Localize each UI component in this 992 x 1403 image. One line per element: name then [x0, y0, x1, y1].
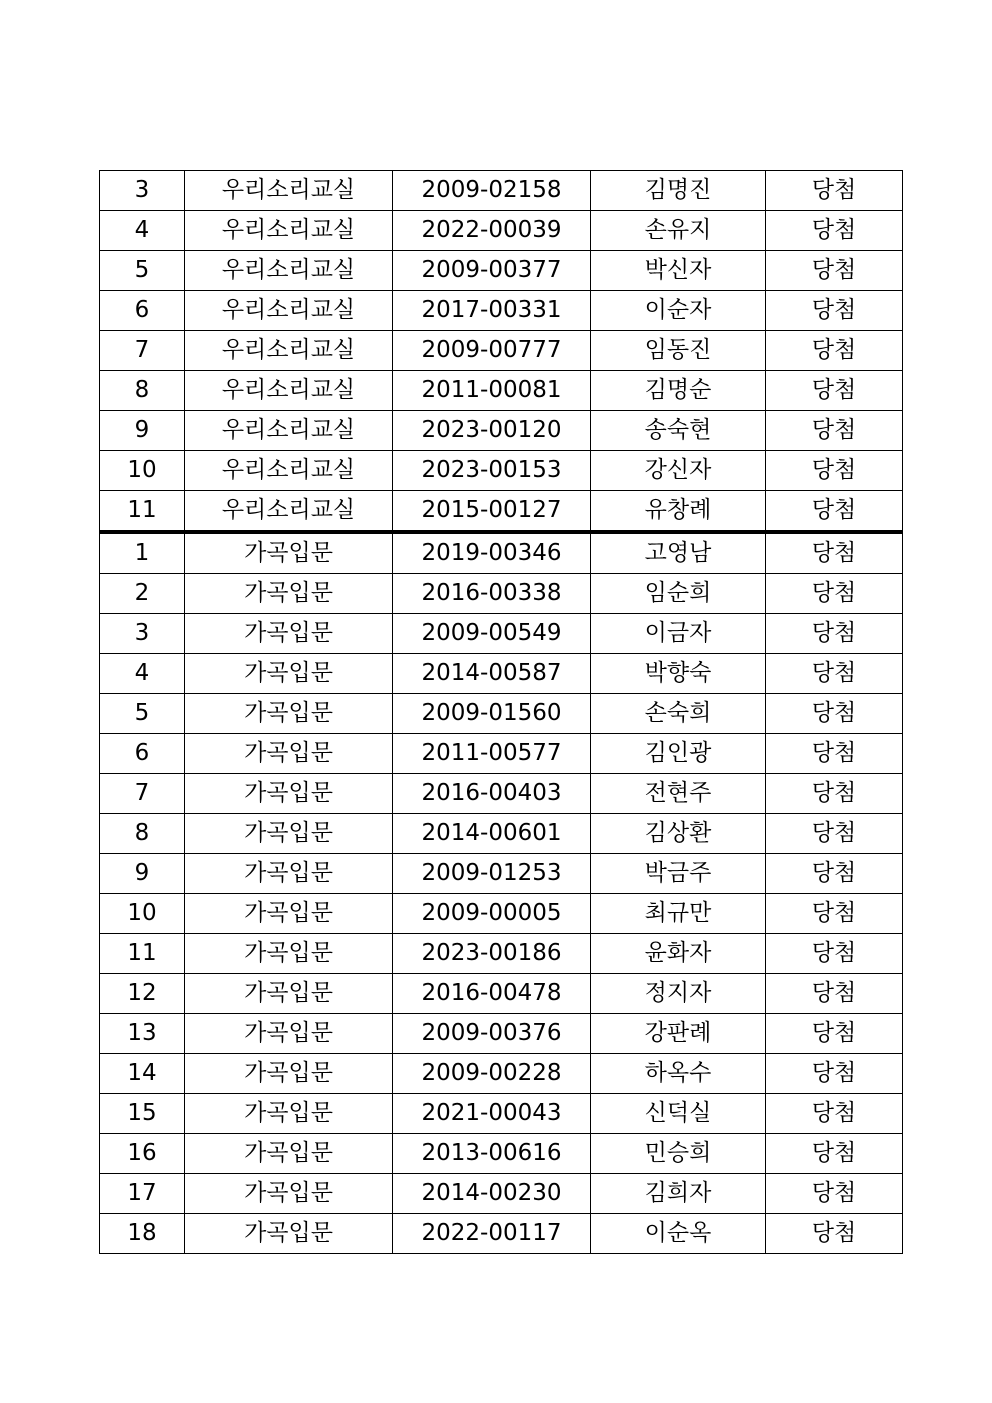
- table-row: [100, 491, 903, 533]
- class-name: 가곡입문: [185, 1134, 393, 1174]
- class-name: 가곡입문: [185, 574, 393, 614]
- table-row: [100, 694, 903, 734]
- member-id: 2014-00587: [393, 654, 591, 694]
- result-status: 당첨: [766, 734, 903, 774]
- class-name: 가곡입문: [185, 1094, 393, 1134]
- result-status: 당첨: [766, 451, 903, 491]
- member-name: 이금자: [591, 614, 766, 654]
- table-row: [100, 774, 903, 814]
- member-id: 2009-01560: [393, 694, 591, 734]
- result-status: 당첨: [766, 654, 903, 694]
- member-id: 2019-00346: [393, 532, 591, 574]
- result-status: 당첨: [766, 251, 903, 291]
- class-name: 가곡입문: [185, 814, 393, 854]
- member-name: 이순자: [591, 291, 766, 331]
- row-number: 8: [100, 814, 185, 854]
- row-number: 3: [100, 614, 185, 654]
- member-id: 2022-00117: [393, 1214, 591, 1254]
- class-name: 가곡입문: [185, 894, 393, 934]
- class-name: 가곡입문: [185, 774, 393, 814]
- class-name: 가곡입문: [185, 854, 393, 894]
- row-number: 3: [100, 171, 185, 211]
- member-id: 2014-00230: [393, 1174, 591, 1214]
- row-number: 17: [100, 1174, 185, 1214]
- member-id: 2017-00331: [393, 291, 591, 331]
- row-number: 5: [100, 251, 185, 291]
- class-name: 가곡입문: [185, 654, 393, 694]
- table-row: [100, 171, 903, 211]
- table-row: [100, 1214, 903, 1254]
- member-id: 2015-00127: [393, 491, 591, 533]
- table-row: [100, 411, 903, 451]
- member-name: 전현주: [591, 774, 766, 814]
- result-status: 당첨: [766, 1174, 903, 1214]
- member-id: 2016-00403: [393, 774, 591, 814]
- row-number: 15: [100, 1094, 185, 1134]
- row-number: 10: [100, 451, 185, 491]
- class-name: 가곡입문: [185, 1014, 393, 1054]
- table-row: [100, 532, 903, 574]
- result-status: 당첨: [766, 1134, 903, 1174]
- table-row: [100, 654, 903, 694]
- row-number: 5: [100, 694, 185, 734]
- class-name: 우리소리교실: [185, 411, 393, 451]
- class-name: 가곡입문: [185, 1054, 393, 1094]
- result-status: 당첨: [766, 1214, 903, 1254]
- class-name: 우리소리교실: [185, 251, 393, 291]
- class-name: 가곡입문: [185, 934, 393, 974]
- table-row: [100, 1054, 903, 1094]
- member-id: 2009-00228: [393, 1054, 591, 1094]
- row-number: 18: [100, 1214, 185, 1254]
- member-name: 임순희: [591, 574, 766, 614]
- member-id: 2023-00153: [393, 451, 591, 491]
- member-name: 박금주: [591, 854, 766, 894]
- row-number: 13: [100, 1014, 185, 1054]
- class-name: 가곡입문: [185, 614, 393, 654]
- member-name: 박향숙: [591, 654, 766, 694]
- member-name: 유창례: [591, 491, 766, 533]
- member-id: 2009-00005: [393, 894, 591, 934]
- class-name: 가곡입문: [185, 1214, 393, 1254]
- member-id: 2011-00081: [393, 371, 591, 411]
- row-number: 7: [100, 331, 185, 371]
- member-name: 김상환: [591, 814, 766, 854]
- table-row: [100, 934, 903, 974]
- class-name: 우리소리교실: [185, 331, 393, 371]
- table-row: [100, 1094, 903, 1134]
- class-name: 우리소리교실: [185, 211, 393, 251]
- table-row: [100, 974, 903, 1014]
- result-status: 당첨: [766, 211, 903, 251]
- member-id: 2022-00039: [393, 211, 591, 251]
- member-id: 2014-00601: [393, 814, 591, 854]
- member-name: 이순옥: [591, 1214, 766, 1254]
- table-row: [100, 251, 903, 291]
- member-name: 윤화자: [591, 934, 766, 974]
- table-row: [100, 1174, 903, 1214]
- member-id: 2009-00376: [393, 1014, 591, 1054]
- result-status: 당첨: [766, 854, 903, 894]
- member-id: 2009-01253: [393, 854, 591, 894]
- row-number: 6: [100, 291, 185, 331]
- row-number: 11: [100, 491, 185, 533]
- lottery-results-table: [99, 170, 903, 1254]
- member-id: 2013-00616: [393, 1134, 591, 1174]
- member-id: 2021-00043: [393, 1094, 591, 1134]
- table-row: [100, 814, 903, 854]
- class-name: 가곡입문: [185, 532, 393, 574]
- result-status: 당첨: [766, 814, 903, 854]
- result-status: 당첨: [766, 894, 903, 934]
- member-id: 2023-00186: [393, 934, 591, 974]
- table-row: [100, 1134, 903, 1174]
- result-status: 당첨: [766, 574, 903, 614]
- member-name: 송숙현: [591, 411, 766, 451]
- member-id: 2009-00549: [393, 614, 591, 654]
- table-row: [100, 451, 903, 491]
- member-id: 2016-00478: [393, 974, 591, 1014]
- member-id: 2011-00577: [393, 734, 591, 774]
- member-name: 임동진: [591, 331, 766, 371]
- class-name: 가곡입문: [185, 974, 393, 1014]
- member-name: 손유지: [591, 211, 766, 251]
- class-name: 우리소리교실: [185, 491, 393, 533]
- row-number: 9: [100, 854, 185, 894]
- table-row: [100, 574, 903, 614]
- member-name: 강판례: [591, 1014, 766, 1054]
- member-id: 2009-00377: [393, 251, 591, 291]
- class-name: 가곡입문: [185, 734, 393, 774]
- table-row: [100, 211, 903, 251]
- class-name: 가곡입문: [185, 1174, 393, 1214]
- result-status: 당첨: [766, 974, 903, 1014]
- table-body: [100, 171, 903, 1254]
- result-status: 당첨: [766, 171, 903, 211]
- result-status: 당첨: [766, 491, 903, 533]
- table-row: [100, 854, 903, 894]
- member-name: 김명순: [591, 371, 766, 411]
- result-status: 당첨: [766, 291, 903, 331]
- member-name: 강신자: [591, 451, 766, 491]
- result-status: 당첨: [766, 614, 903, 654]
- table-row: [100, 1014, 903, 1054]
- member-name: 고영남: [591, 532, 766, 574]
- result-status: 당첨: [766, 774, 903, 814]
- row-number: 14: [100, 1054, 185, 1094]
- row-number: 9: [100, 411, 185, 451]
- row-number: 8: [100, 371, 185, 411]
- result-status: 당첨: [766, 331, 903, 371]
- row-number: 11: [100, 934, 185, 974]
- result-status: 당첨: [766, 1054, 903, 1094]
- table-row: [100, 331, 903, 371]
- member-name: 정지자: [591, 974, 766, 1014]
- result-status: 당첨: [766, 1094, 903, 1134]
- member-id: 2009-02158: [393, 171, 591, 211]
- row-number: 2: [100, 574, 185, 614]
- member-name: 김명진: [591, 171, 766, 211]
- member-id: 2023-00120: [393, 411, 591, 451]
- row-number: 1: [100, 532, 185, 574]
- row-number: 4: [100, 211, 185, 251]
- row-number: 4: [100, 654, 185, 694]
- row-number: 12: [100, 974, 185, 1014]
- member-name: 김희자: [591, 1174, 766, 1214]
- table-row: [100, 614, 903, 654]
- member-name: 민승희: [591, 1134, 766, 1174]
- class-name: 우리소리교실: [185, 171, 393, 211]
- member-name: 하옥수: [591, 1054, 766, 1094]
- table-row: [100, 734, 903, 774]
- member-name: 박신자: [591, 251, 766, 291]
- row-number: 6: [100, 734, 185, 774]
- table-row: [100, 371, 903, 411]
- class-name: 우리소리교실: [185, 291, 393, 331]
- member-name: 손숙희: [591, 694, 766, 734]
- result-status: 당첨: [766, 411, 903, 451]
- result-status: 당첨: [766, 694, 903, 734]
- table-row: [100, 894, 903, 934]
- result-status: 당첨: [766, 371, 903, 411]
- row-number: 10: [100, 894, 185, 934]
- member-name: 김인광: [591, 734, 766, 774]
- result-status: 당첨: [766, 532, 903, 574]
- row-number: 7: [100, 774, 185, 814]
- member-id: 2009-00777: [393, 331, 591, 371]
- member-name: 최규만: [591, 894, 766, 934]
- class-name: 우리소리교실: [185, 371, 393, 411]
- class-name: 가곡입문: [185, 694, 393, 734]
- result-status: 당첨: [766, 934, 903, 974]
- member-name: 신덕실: [591, 1094, 766, 1134]
- result-status: 당첨: [766, 1014, 903, 1054]
- class-name: 우리소리교실: [185, 451, 393, 491]
- member-id: 2016-00338: [393, 574, 591, 614]
- table-row: [100, 291, 903, 331]
- row-number: 16: [100, 1134, 185, 1174]
